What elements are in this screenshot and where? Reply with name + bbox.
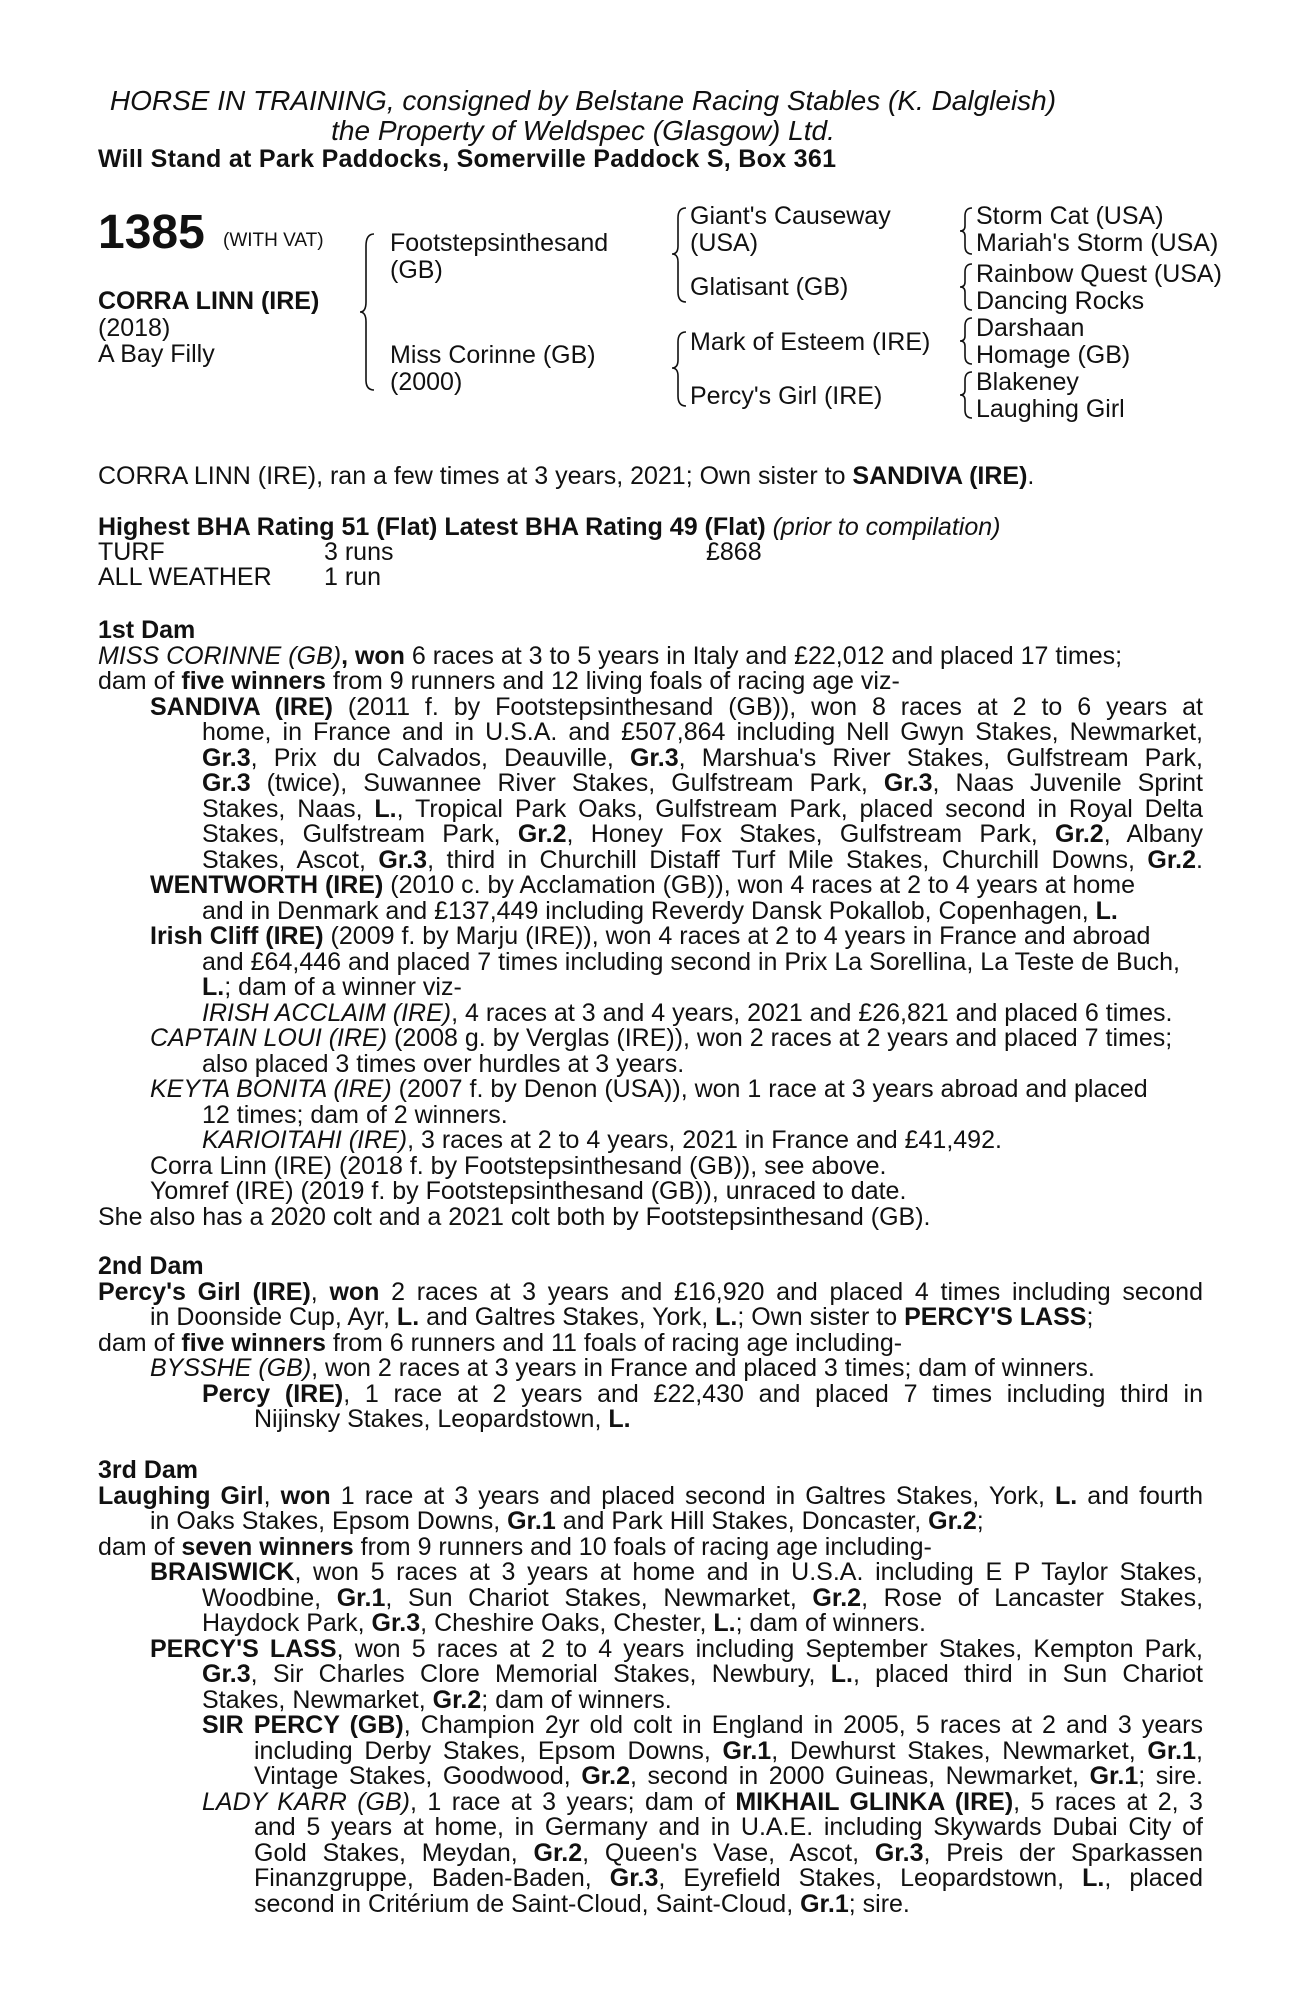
- pedigree-gg-5: Darshaan: [976, 314, 1085, 342]
- text-run: ;: [976, 1507, 984, 1535]
- race-summary-end: .: [1027, 462, 1035, 490]
- pedigree-text-line: [98, 1077, 1203, 1103]
- pedigree-text-line: [98, 998, 1203, 1027]
- pedigree-text-line: [98, 1815, 1203, 1841]
- bold-text: Gr.2: [533, 1838, 583, 1867]
- bold-text: Gr.3: [378, 845, 428, 874]
- bold-text: Gr.3: [883, 769, 933, 797]
- pedigree-text-line: [98, 845, 1203, 874]
- italic-text: KEYTA BONITA (IRE): [150, 1075, 392, 1103]
- pedigree-bracket-gg2: [960, 262, 976, 312]
- rating-heading: Highest BHA Rating 51 (Flat) Latest BHA Rating 49 (Flat): [98, 513, 766, 541]
- bold-text: Percy (IRE): [202, 1379, 344, 1408]
- bold-text: Gr.2: [1055, 820, 1104, 848]
- pedigree-sire: Footstepsinthesand: [390, 229, 609, 257]
- text-run: , Cheshire Oaks, Chester,: [420, 1609, 714, 1637]
- text-run: home, in France and in U.S.A. and £507,864 including Nell Gwyn Stakes, Newmarket,: [202, 718, 1203, 746]
- text-run: , 3 races at 2 to 4 years, 2021 in France and £41,492.: [407, 1126, 1002, 1154]
- text-run: 2 races at 3 years and £16,920 and placed 4 times including second: [379, 1277, 1203, 1306]
- bold-text: Laughing Girl: [98, 1481, 264, 1510]
- pedigree-text-line: [98, 771, 1203, 797]
- pedigree-text-line: [98, 1838, 1203, 1867]
- bold-text: BRAISWICK: [150, 1558, 295, 1586]
- bold-text: Gr.1: [1147, 1736, 1197, 1765]
- text-run: Stakes, Naas,: [202, 794, 375, 823]
- pedigree-text-line: [98, 1713, 1203, 1739]
- pedigree-text-line: [98, 1379, 1203, 1408]
- pedigree-text-line: [98, 947, 1203, 976]
- text-run: , placed third in Sun Chariot: [852, 1660, 1203, 1688]
- text-run: (2011 f. by Footstepsinthesand (GB)), won 8 races at 2 to 6 years at: [332, 692, 1203, 721]
- pedigree-bracket-gg4: [960, 370, 976, 420]
- third-dam-section: [98, 1458, 1203, 1917]
- italic-text: IRISH ACCLAIM (IRE): [202, 998, 452, 1027]
- text-run: and £64,446 and placed 7 times including second in Prix La Sorellina, La Teste de Buch,: [202, 947, 1180, 976]
- text-run: , won 5 races at 3 years at home and in U.S.A. including E P Taylor Stakes,: [294, 1558, 1203, 1586]
- pedigree-text-line: [98, 1509, 1203, 1535]
- second-dam-section: [98, 1254, 1203, 1433]
- pedigree-text-line: [98, 743, 1204, 772]
- bold-text: L.: [396, 1303, 420, 1331]
- bold-text: L.: [608, 1405, 631, 1433]
- pedigree-bracket-sire: [672, 206, 690, 304]
- pedigree-sire-dam: Glatisant (GB): [690, 273, 849, 301]
- bold-text: Gr.3: [629, 743, 679, 772]
- text-run: , 4 races at 3 and 4 years, 2021 and £26,821 and placed 6 times.: [451, 998, 1173, 1027]
- lot-vat: (WITH VAT): [223, 230, 324, 251]
- text-run: also placed 3 times over hurdles at 3 years.: [202, 1049, 685, 1078]
- first-dam-section: [98, 618, 1203, 1230]
- text-run: , placed: [1104, 1864, 1203, 1892]
- first-dam-title: 1st Dam: [98, 616, 196, 644]
- text-run: , Champion 2yr old colt in England in 2005, 5 races at 2 and 3 years: [403, 1711, 1204, 1739]
- text-run: She also has a 2020 colt and a 2021 colt both by Footstepsinthesand (GB).: [98, 1202, 931, 1231]
- text-run: dam of: [98, 1532, 182, 1561]
- rating-note: (prior to compilation): [772, 513, 1001, 541]
- text-run: Gold Stakes, Meydan,: [254, 1838, 534, 1867]
- bold-text: L.: [374, 794, 397, 823]
- text-run: , Honey Fox Stakes, Gulfstream Park,: [566, 820, 1056, 848]
- bold-text: Irish Cliff (IRE): [150, 922, 324, 950]
- pedigree-gg-6: Homage (GB): [976, 341, 1131, 369]
- text-run: , Prix du Calvados, Deauville,: [250, 743, 630, 772]
- text-run: from 9 runners and 12 living foals of racing age viz-: [325, 667, 900, 695]
- text-run: ,: [310, 1277, 330, 1306]
- pedigree-text-line: [98, 1685, 1203, 1714]
- text-run: .: [1196, 845, 1203, 874]
- text-run: 12 times; dam of 2 winners.: [202, 1100, 508, 1129]
- pedigree-text-line: [98, 1560, 1203, 1586]
- text-run: and 5 years at home, in Germany and in U.A.E. including Skywards Dubai City of: [254, 1813, 1203, 1841]
- rating-runs-turf: 3 runs: [324, 538, 394, 566]
- italic-text: LADY KARR (GB): [202, 1787, 410, 1816]
- text-run: Nijinsky Stakes, Leopardstown,: [254, 1405, 609, 1433]
- bold-text: Gr.2: [581, 1762, 630, 1790]
- pedigree-text-line: [98, 1328, 1203, 1357]
- pedigree-dam-sire: Mark of Esteem (IRE): [690, 328, 931, 356]
- pedigree-sire-sire-origin: (USA): [690, 229, 759, 257]
- bold-text: L.: [202, 973, 225, 1001]
- text-run: Finanzgruppe, Baden-Baden,: [254, 1864, 610, 1892]
- rating-runs-aw: 1 run: [324, 563, 381, 591]
- pedigree-gg-3: Rainbow Quest (USA): [976, 260, 1222, 288]
- text-run: Stakes, Gulfstream Park,: [202, 820, 518, 848]
- text-run: and in Denmark and £137,449 including Reverdy Dansk Pokallob, Copenhagen,: [202, 896, 1096, 925]
- bold-text: Gr.1: [336, 1583, 386, 1612]
- text-run: and Park Hill Stakes, Doncaster,: [555, 1507, 929, 1535]
- pedigree-text-line: [98, 1532, 1203, 1561]
- italic-text: BYSSHE (GB): [150, 1354, 312, 1382]
- text-run: Stakes, Newmarket,: [202, 1685, 433, 1714]
- second-dam-title: 2nd Dam: [98, 1252, 204, 1280]
- text-run: , second in 2000 Guineas, Newmarket,: [630, 1762, 1090, 1790]
- rating-surface-turf: TURF: [98, 538, 165, 566]
- pedigree-text-line: [98, 720, 1203, 746]
- text-run: Woodbine,: [202, 1583, 337, 1612]
- text-run: ,: [1196, 1736, 1203, 1765]
- text-run: Corra Linn (IRE) (2018 f. by Footstepsinthesand (GB)), see above.: [150, 1151, 887, 1180]
- pedigree-text-line: [98, 1634, 1203, 1663]
- pedigree-dam: Miss Corinne (GB): [390, 341, 596, 369]
- bold-text: Gr.3: [202, 1660, 251, 1688]
- text-run: Haydock Park,: [202, 1609, 372, 1637]
- header-property: the Property of Weldspec (Glasgow) Ltd.: [331, 115, 835, 146]
- rating-prize-turf: £868: [706, 538, 762, 566]
- pedigree-dam-dam: Percy's Girl (IRE): [690, 382, 883, 410]
- second-dam-lines: [98, 1277, 1203, 1433]
- bold-text: Gr.3: [874, 1838, 924, 1867]
- pedigree-text-line: [98, 1787, 1203, 1816]
- text-run: ; Own sister to: [737, 1303, 905, 1331]
- bold-text: PERCY'S LASS: [150, 1634, 337, 1663]
- bold-text: five winners: [181, 667, 326, 695]
- race-summary-text: CORRA LINN (IRE), ran a few times at 3 years, 2021; Own sister to: [98, 462, 853, 490]
- bold-text: Gr.1: [1089, 1762, 1139, 1790]
- horse-name: CORRA LINN (IRE): [98, 287, 320, 315]
- pedigree-text-line: [98, 1866, 1203, 1892]
- pedigree-text-line: [98, 1736, 1203, 1765]
- text-run: (2007 f. by Denon (USA)), won 1 race at 3 years abroad and placed: [391, 1075, 1148, 1103]
- text-run: Stakes, Ascot,: [202, 845, 379, 874]
- bold-text: Gr.2: [517, 820, 567, 848]
- pedigree-text-line: [98, 1889, 1203, 1918]
- text-run: , Queen's Vase, Ascot,: [582, 1838, 875, 1867]
- italic-text: KARIOITAHI (IRE): [202, 1126, 408, 1154]
- text-run: , 5 races at 2, 3: [1013, 1787, 1203, 1816]
- pedigree-sire-origin: (GB): [390, 256, 443, 284]
- rating-surface-aw: ALL WEATHER: [98, 563, 272, 591]
- bold-text: won: [329, 1277, 380, 1306]
- bold-text: Gr.1: [507, 1507, 556, 1535]
- text-run: , third in Churchill Distaff Turf Mile Stakes, Churchill Downs,: [427, 845, 1148, 874]
- pedigree-gg-2: Mariah's Storm (USA): [976, 229, 1219, 257]
- text-run: in Doonside Cup, Ayr,: [150, 1303, 397, 1331]
- italic-text: CAPTAIN LOUI (IRE): [150, 1024, 388, 1052]
- text-run: , Rose of Lancaster Stakes,: [861, 1583, 1204, 1612]
- text-run: Yomref (IRE) (2019 f. by Footstepsinthesand (GB)), unraced to date.: [150, 1177, 907, 1205]
- pedigree-bracket-dam: [672, 330, 690, 410]
- bold-text: MIKHAIL GLINKA (IRE): [735, 1787, 1014, 1816]
- bold-text: , won: [341, 641, 405, 670]
- text-run: , won 2 races at 3 years in France and placed 3 times; dam of winners.: [311, 1354, 1095, 1382]
- pedigree-text-line: [98, 1583, 1204, 1612]
- bold-text: Gr.3: [371, 1609, 421, 1637]
- text-run: ; dam of winners.: [481, 1685, 672, 1714]
- text-run: dam of: [98, 667, 182, 695]
- pedigree-text-line: [98, 896, 1203, 925]
- bold-text: Gr.2: [928, 1507, 977, 1535]
- bold-text: Gr.2: [812, 1583, 862, 1612]
- bold-text: seven winners: [181, 1532, 354, 1561]
- italic-text: MISS CORINNE (GB): [98, 641, 342, 670]
- pedigree-bracket-main: [360, 232, 380, 392]
- pedigree-text-line: [98, 1128, 1203, 1154]
- text-run: , Eyrefield Stakes, Leopardstown,: [658, 1864, 1083, 1892]
- horse-desc: A Bay Filly: [98, 340, 215, 368]
- bold-text: five winners: [181, 1328, 326, 1357]
- bold-text: L.: [713, 1609, 736, 1637]
- text-run: ; sire.: [848, 1889, 910, 1918]
- text-run: , Tropical Park Oaks, Gulfstream Park, placed second in Royal Delta: [396, 794, 1204, 823]
- bold-text: L.: [1095, 896, 1118, 925]
- pedigree-text-line: [98, 1481, 1203, 1510]
- text-run: ;: [1086, 1303, 1094, 1331]
- race-summary-sibling: SANDIVA (IRE): [852, 462, 1028, 490]
- bold-text: Percy's Girl (IRE): [98, 1277, 311, 1306]
- pedigree-text-line: [98, 975, 1203, 1001]
- text-run: , Sir Charles Clore Memorial Stakes, Newbury,: [250, 1660, 831, 1688]
- pedigree-text-line: [98, 641, 1203, 670]
- pedigree-text-line: [98, 1277, 1203, 1306]
- text-run: , Preis der Sparkassen: [923, 1838, 1203, 1867]
- text-run: (2010 c. by Acclamation (GB)), won 4 races at 2 to 4 years at home: [383, 871, 1136, 899]
- pedigree-text-line: [98, 1026, 1203, 1052]
- pedigree-text-line: [98, 794, 1204, 823]
- bold-text: Gr.1: [722, 1736, 772, 1765]
- text-run: in Oaks Stakes, Epsom Downs,: [150, 1507, 508, 1535]
- bold-text: Gr.2: [1147, 845, 1197, 874]
- bold-text: Gr.1: [800, 1889, 849, 1918]
- pedigree-text-line: [98, 1202, 1203, 1231]
- bold-text: Gr.3: [202, 769, 251, 797]
- text-run: Vintage Stakes, Goodwood,: [254, 1762, 582, 1790]
- pedigree-text-line: [98, 1151, 1203, 1180]
- race-summary: [98, 464, 1034, 490]
- text-run: , Naas Juvenile Sprint: [932, 769, 1203, 797]
- bold-text: SANDIVA (IRE): [150, 692, 333, 721]
- pedigree-bracket-gg3: [960, 316, 976, 366]
- text-run: , 1 race at 2 years and £22,430 and placed 7 times including third in: [343, 1379, 1203, 1408]
- pedigree-text-line: [98, 1662, 1203, 1688]
- pedigree-gg-1: Storm Cat (USA): [976, 202, 1164, 230]
- rating-heading-row: [98, 515, 1000, 541]
- text-run: 6 races at 3 to 5 years in Italy and £22,012 and placed 17 times;: [404, 641, 1123, 670]
- text-run: including Derby Stakes, Epsom Downs,: [254, 1736, 723, 1765]
- first-dam-lines: [98, 641, 1204, 1231]
- pedigree-text-line: [98, 669, 1203, 695]
- pedigree-text-line: [98, 1305, 1203, 1331]
- text-run: from 6 runners and 11 foals of racing age including-: [325, 1328, 903, 1357]
- pedigree-text-line: [98, 924, 1203, 950]
- bold-text: L.: [715, 1303, 738, 1331]
- text-run: second in Critérium de Saint-Cloud, Saint-Cloud,: [254, 1889, 801, 1918]
- horse-year: (2018): [98, 314, 171, 342]
- bold-text: Gr.2: [432, 1685, 482, 1714]
- header-consignor: HORSE IN TRAINING, consigned by Belstane Racing Stables (K. Dalgleish): [109, 85, 1057, 116]
- third-dam-lines: [98, 1481, 1204, 1918]
- text-run: , 1 race at 3 years; dam of: [409, 1787, 736, 1816]
- bold-text: PERCY'S LASS: [904, 1303, 1087, 1331]
- text-run: from 9 runners and 10 foals of racing age including-: [353, 1532, 932, 1561]
- header-stand: Will Stand at Park Paddocks, Somerville Paddock S, Box 361: [98, 145, 837, 173]
- pedigree-text-line: [98, 1179, 1203, 1205]
- text-run: (twice), Suwannee River Stakes, Gulfstream Park,: [250, 769, 884, 797]
- bold-text: won: [280, 1481, 331, 1510]
- bold-text: L.: [830, 1660, 853, 1688]
- text-run: , Sun Chariot Stakes, Newmarket,: [385, 1583, 813, 1612]
- pedigree-text-line: [98, 1764, 1203, 1790]
- bold-text: L.: [1082, 1864, 1105, 1892]
- text-run: ; dam of winners.: [735, 1609, 926, 1637]
- pedigree-gg-7: Blakeney: [976, 368, 1079, 396]
- pedigree-text-line: [98, 1049, 1203, 1078]
- pedigree-text-line: [98, 692, 1203, 721]
- text-run: (2008 g. by Verglas (IRE)), won 2 races at 2 years and placed 7 times;: [387, 1024, 1173, 1052]
- pedigree-text-line: [98, 1100, 1203, 1129]
- bold-text: Gr.3: [202, 743, 251, 772]
- pedigree-text-line: [98, 1407, 1203, 1433]
- pedigree-text-line: [98, 1356, 1203, 1382]
- pedigree-text-line: [98, 822, 1203, 848]
- pedigree-dam-year: (2000): [390, 368, 463, 396]
- bold-text: L.: [1055, 1481, 1078, 1510]
- text-run: and fourth: [1077, 1481, 1203, 1510]
- text-run: , Marshua's River Stakes, Gulfstream Park,: [678, 743, 1204, 772]
- text-run: ; sire.: [1138, 1762, 1203, 1790]
- bold-text: SIR PERCY (GB): [202, 1711, 404, 1739]
- text-run: 1 race at 3 years and placed second in Galtres Stakes, York,: [330, 1481, 1055, 1510]
- text-run: dam of: [98, 1328, 182, 1357]
- pedigree-gg-4: Dancing Rocks: [976, 287, 1145, 315]
- bold-text: Gr.3: [609, 1864, 659, 1892]
- text-run: , Dewhurst Stakes, Newmarket,: [771, 1736, 1148, 1765]
- third-dam-title: 3rd Dam: [98, 1456, 199, 1484]
- lot-number: 1385: [98, 206, 205, 259]
- pedigree-sire-sire: Giant's Causeway: [690, 202, 891, 230]
- text-run: , Albany: [1103, 820, 1203, 848]
- text-run: ; dam of a winner viz-: [224, 973, 462, 1001]
- text-run: ,: [263, 1481, 281, 1510]
- text-run: , won 5 races at 2 to 4 years including September Stakes, Kempton Park,: [336, 1634, 1203, 1663]
- pedigree-text-line: [98, 1611, 1203, 1637]
- text-run: (2009 f. by Marju (IRE)), won 4 races at 2 to 4 years in France and abroad: [323, 922, 1151, 950]
- pedigree-text-line: [98, 873, 1203, 899]
- text-run: and Galtres Stakes, York,: [419, 1303, 716, 1331]
- pedigree-bracket-gg1: [960, 206, 976, 256]
- bold-text: WENTWORTH (IRE): [150, 871, 384, 899]
- pedigree-gg-8: Laughing Girl: [976, 395, 1125, 423]
